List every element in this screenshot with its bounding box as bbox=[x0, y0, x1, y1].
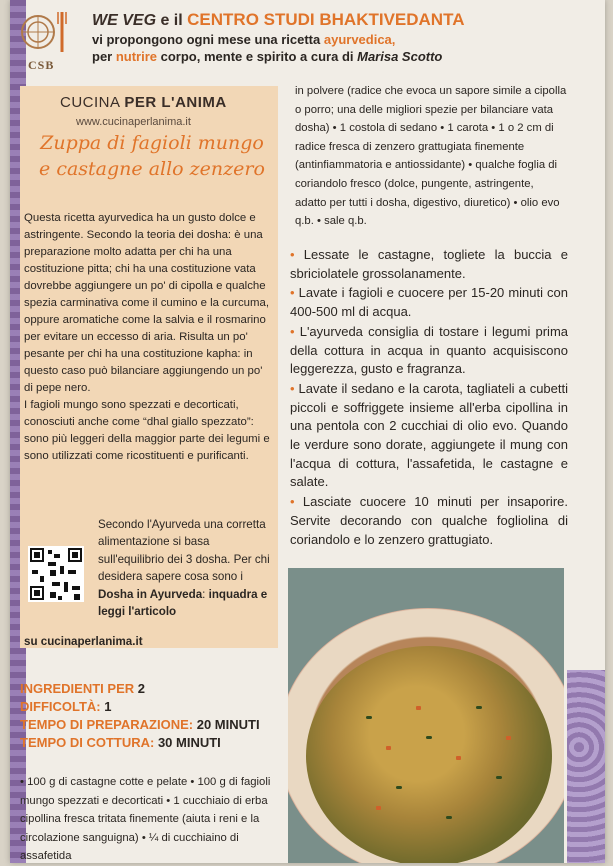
qr-caption-text: : bbox=[202, 587, 209, 601]
article-link[interactable]: su cucinaperlanima.it bbox=[24, 635, 143, 648]
cook-time-label: TEMPO DI COTTURA: bbox=[20, 735, 158, 750]
bullet-icon: • bbox=[290, 380, 299, 396]
cook-time-value: 30 MINUTI bbox=[157, 735, 221, 750]
recipe-title-line-2: e castagne allo zenzero bbox=[39, 158, 265, 180]
qr-caption-bold: inquadra e leggi l'articolo bbox=[98, 587, 268, 619]
soup-image bbox=[306, 646, 552, 863]
intro-paragraph: I fagioli mungo sono spezzati e decorticati, conosciuti anche come “dhal giallo spezzato”: sono più leggeri della maggior parte dei legumi e sono utilizzati come ricostituenti e purificanti. bbox=[24, 399, 270, 462]
cook-time-line bbox=[20, 734, 278, 752]
ingredients-list-continued: in polvere (radice che evoca un sapore simile a cipolla o porro; una delle migliori spezie per bilanciare vata dosha) • 1 costola di sedano • 1 carota • 1 o 2 cm di radice fresca di zenzero grattugiata finemente (antinfiammatoria e antiossidante) • qualche foglia di coriandolo fresco (dolce, pungente, astringente, adatto per tutti i dosha, digestivo, diuretico) • olio evo q.b. • sale q.b. bbox=[295, 85, 567, 228]
qr-caption bbox=[98, 516, 274, 620]
centro-studi-label: CENTRO STUDI BHAKTIVEDANTA bbox=[187, 10, 465, 29]
recipe-meta bbox=[20, 680, 278, 752]
bullet-icon: • bbox=[290, 285, 299, 301]
header bbox=[18, 6, 588, 76]
difficulty-line bbox=[20, 698, 278, 716]
subtitle-text: vi propongono ogni mese una ricetta bbox=[92, 32, 324, 47]
servings-value: 2 bbox=[137, 681, 145, 696]
recipe-step bbox=[290, 246, 568, 283]
author-name: Marisa Scotto bbox=[357, 49, 443, 64]
ingredients-list: • 100 g di castagne cotte e pelate • 100 g di fagioli mungo spezzati e decorticati • 1 cucchiaio di erba cipollina fresca tritata finemente (aiuta i reni e la circolazione sanguigna) • ¼ di cucchiaino di assafetida bbox=[20, 776, 271, 862]
recipe-step bbox=[290, 284, 568, 321]
intro-paragraph: Questa ricetta ayurvedica ha un gusto dolce e astringente. Secondo la teoria dei dosha: è una preparazione molto adatta per chi ha una costituzione pitta; chi ha una costituzione vata dovrebbe aggiungere un po' di cipolla e qualche spezia carminativa come il cumino e la curcuma, oppure aromatiche come la salvia e il rosmarino per evitare un eccesso di aria. Risulta un po' pesante per chi ha una costituzione kapha: in questo caso può bilanciare aggiungendo un po' di pepe nero. bbox=[24, 212, 269, 394]
subtitle-text: corpo, mente e spirito a cura di bbox=[157, 49, 358, 64]
step-text: Lavate i fagioli e cuocere per 15-20 minuti con 400-500 ml di acqua. bbox=[290, 285, 569, 320]
prep-time-value: 20 MINUTI bbox=[196, 717, 260, 732]
logo-text: CSB bbox=[28, 58, 55, 72]
prep-time-label: TEMPO DI PREPARAZIONE: bbox=[20, 717, 197, 732]
step-text: Lasciate cuocere 10 minuti per insaporire. Servite decorando con qualche fogliolina di coriandolo e lo zenzero grattugiato. bbox=[290, 494, 568, 547]
qr-caption-bold: Dosha in Ayurveda bbox=[98, 587, 203, 601]
header-title bbox=[92, 10, 465, 30]
recipe-title bbox=[28, 130, 276, 182]
header-conjunction: e il bbox=[156, 12, 188, 29]
recipe-title-line-1: Zuppa di fagioli mungo bbox=[40, 132, 264, 154]
difficulty-label: DIFFICOLTÀ: bbox=[20, 699, 105, 714]
step-text: Lessate le castagne, togliete la buccia e sbriciolatele grossolanamente. bbox=[290, 247, 568, 281]
csb-logo-icon bbox=[18, 6, 74, 58]
website-url: www.cucinaperlanima.it bbox=[76, 116, 191, 128]
recipe-steps bbox=[290, 246, 568, 550]
difficulty-value: 1 bbox=[104, 699, 112, 714]
we-veg-label: WE VEG bbox=[92, 12, 157, 29]
bullet-icon: • bbox=[290, 323, 300, 339]
prep-time-line bbox=[20, 716, 278, 734]
header-subtitle-2 bbox=[92, 49, 442, 64]
subtitle-highlight: nutrire bbox=[115, 49, 158, 64]
section-title bbox=[60, 94, 227, 111]
subtitle-text: per bbox=[92, 49, 116, 64]
recipe-step bbox=[290, 380, 568, 492]
decorative-pattern-right bbox=[567, 670, 605, 863]
bullet-icon: • bbox=[290, 494, 303, 510]
csb-logo bbox=[18, 6, 82, 74]
step-text: L'ayurveda consiglia di tostare i legumi prima della cottura in acqua in quanto acquisiscono leggerezza, gusto e fragranza. bbox=[290, 323, 568, 377]
section-title-a: CUCINA bbox=[60, 94, 125, 111]
servings-line bbox=[20, 680, 278, 698]
recipe-intro bbox=[24, 210, 274, 465]
section-title-b: PER L'ANIMA bbox=[124, 94, 227, 111]
soup-photo bbox=[288, 568, 564, 863]
recipe-intro-box bbox=[20, 86, 278, 648]
bullet-icon: • bbox=[290, 247, 304, 262]
qr-code-icon[interactable] bbox=[28, 546, 84, 602]
qr-caption-text: Secondo l'Ayurveda una corretta alimentazione si basa sull'equilibrio dei 3 dosha. Per chi desidera sapere cosa sono i bbox=[98, 518, 270, 584]
recipe-step bbox=[290, 493, 568, 549]
subtitle-highlight: ayurvedica, bbox=[323, 32, 396, 47]
header-subtitle-1 bbox=[92, 32, 395, 47]
servings-label: INGREDIENTI PER bbox=[20, 681, 138, 696]
step-text: Lavate il sedano e la carota, tagliateli a cubetti piccoli e soffriggete insieme all'erba cipollina in una pentola con 2 cucchiai di olio evo. Quando le verdure sono dorate, aggiungete il mung con l'acqua di cottura, l'assafetida, le castagne e salate. bbox=[290, 380, 568, 490]
recipe-step bbox=[290, 323, 568, 379]
